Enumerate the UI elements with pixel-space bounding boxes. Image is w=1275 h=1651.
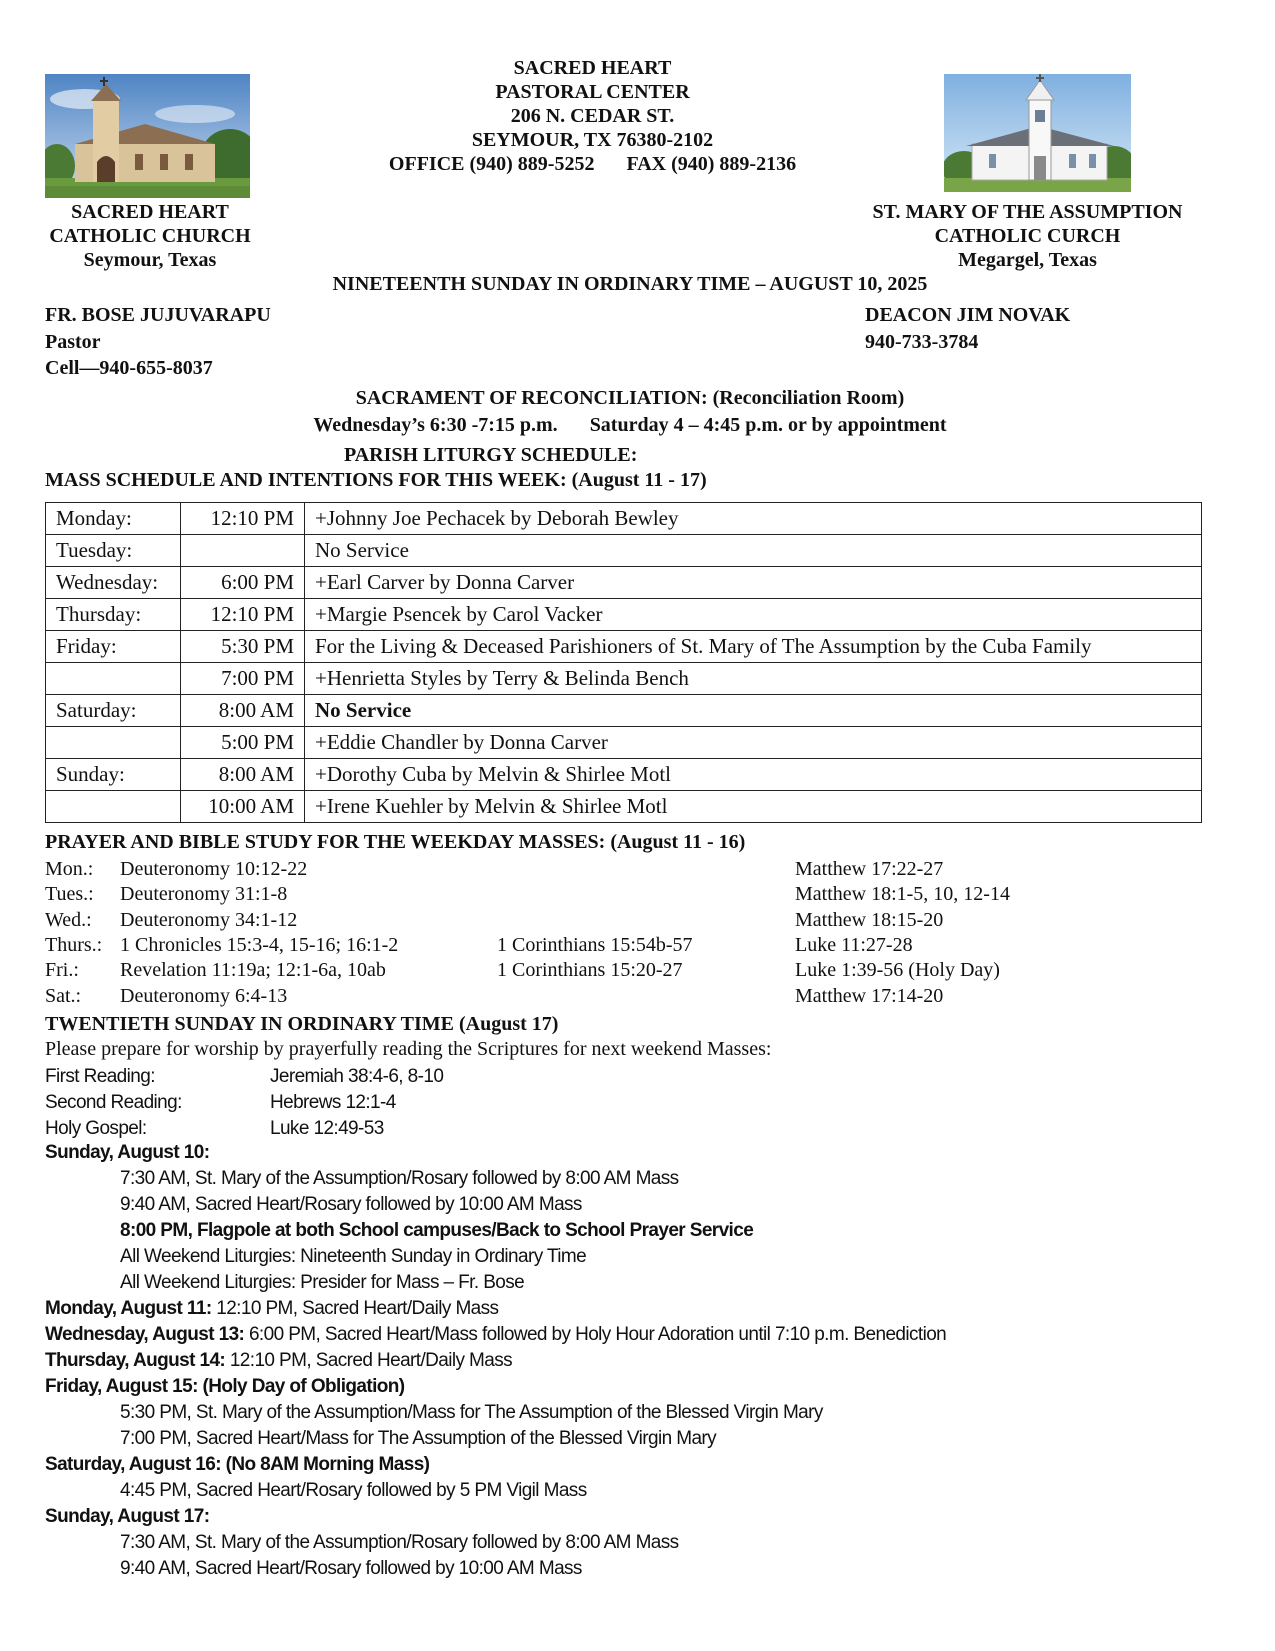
mass-day: Tuesday: xyxy=(46,535,181,567)
event-heading-sunday-aug-17: Sunday, August 17: xyxy=(45,1506,210,1527)
study-second-reading: 1 Corinthians 15:54b-57 xyxy=(497,933,693,956)
event-monday-text: 12:10 PM, Sacred Heart/Daily Mass xyxy=(216,1298,499,1319)
mass-intention: +Eddie Chandler by Donna Carver xyxy=(305,727,1202,759)
mass-day: Sunday: xyxy=(46,759,181,791)
study-gospel: Matthew 17:22-27 xyxy=(795,858,944,880)
mass-time: 5:30 PM xyxy=(181,631,305,663)
study-first-reading: Deuteronomy 34:1-12 xyxy=(120,908,298,931)
study-first-reading: Deuteronomy 6:4-13 xyxy=(120,984,288,1007)
left-church-name-2: CATHOLIC CHURCH xyxy=(49,225,251,247)
next-sunday-intro: Please prepare for worship by prayerfully reading the Scriptures for next weekend Masses: xyxy=(45,1038,772,1060)
mass-day: Friday: xyxy=(46,631,181,663)
header-line-1: SACRED HEART xyxy=(513,57,672,79)
left-church-name-1: SACRED HEART xyxy=(71,201,229,223)
pastor-block xyxy=(45,302,271,382)
mass-day xyxy=(46,791,181,823)
mass-day: Thursday: xyxy=(46,599,181,631)
mass-row xyxy=(46,727,1202,759)
mass-time: 10:00 AM xyxy=(181,791,305,823)
study-first-reading: Deuteronomy 31:1-8 xyxy=(120,883,288,906)
mass-intention: +Johnny Joe Pechacek by Deborah Bewley xyxy=(305,503,1202,535)
study-day: Sat.: xyxy=(45,984,82,1007)
fax-number: FAX (940) 889-2136 xyxy=(626,153,797,175)
reading-reference: Hebrews 12:1-4 xyxy=(270,1092,396,1113)
mass-row xyxy=(46,567,1202,599)
mass-time: 8:00 AM xyxy=(181,759,305,791)
event-heading-wednesday: Wednesday, August 13: xyxy=(45,1324,245,1345)
office-phone: OFFICE (940) 889-5252 xyxy=(388,153,595,175)
event-heading-thursday: Thursday, August 14: xyxy=(45,1350,226,1371)
mass-schedule-title: MASS SCHEDULE AND INTENTIONS FOR THIS WEEK: (August 11 - 17) xyxy=(45,469,707,491)
event-heading-friday: Friday, August 15: (Holy Day of Obligation) xyxy=(45,1376,405,1397)
mass-row xyxy=(46,599,1202,631)
study-day: Mon.: xyxy=(45,858,94,880)
mass-intention: No Service xyxy=(305,695,1202,727)
study-first-reading: 1 Chronicles 15:3-4, 15-16; 16:1-2 xyxy=(120,933,399,956)
event-item: All Weekend Liturgies: Presider for Mass – Fr. Bose xyxy=(120,1272,525,1293)
deacon-block xyxy=(865,302,1070,355)
next-sunday-title: TWENTIETH SUNDAY IN ORDINARY TIME (August 17) xyxy=(45,1013,559,1035)
event-item: 5:30 PM, St. Mary of the Assumption/Mass for The Assumption of the Blessed Virgin Mary xyxy=(120,1402,823,1423)
pastoral-center-header xyxy=(330,56,855,176)
st-mary-church-photo xyxy=(944,74,1131,192)
mass-intention: No Service xyxy=(305,535,1202,567)
mass-time: 5:00 PM xyxy=(181,727,305,759)
event-heading-sunday-aug-10: Sunday, August 10: xyxy=(45,1142,210,1163)
reading-reference: Luke 12:49-53 xyxy=(270,1118,384,1139)
left-church-city: Seymour, Texas xyxy=(83,249,217,271)
reconciliation-saturday: Saturday 4 – 4:45 p.m. or by appointment xyxy=(589,414,947,436)
event-wednesday-text: 6:00 PM, Sacred Heart/Mass followed by Holy Hour Adoration until 7:10 p.m. Benediction xyxy=(248,1324,947,1345)
deacon-phone: 940-733-3784 xyxy=(865,330,979,353)
pastor-role: Pastor xyxy=(45,330,101,353)
mass-row xyxy=(46,759,1202,791)
right-church-name-2: CATHOLIC CURCH xyxy=(934,225,1121,247)
event-heading-monday: Monday, August 11: xyxy=(45,1298,212,1319)
mass-row xyxy=(46,503,1202,535)
event-item: 9:40 AM, Sacred Heart/Rosary followed by 10:00 AM Mass xyxy=(120,1558,582,1579)
study-day: Tues.: xyxy=(45,883,94,906)
event-item: 7:30 AM, St. Mary of the Assumption/Rosary followed by 8:00 AM Mass xyxy=(120,1532,679,1553)
mass-intention: For the Living & Deceased Parishioners of St. Mary of The Assumption by the Cuba Family xyxy=(305,631,1202,663)
pastor-name: FR. BOSE JUJUVARAPU xyxy=(45,304,271,326)
reconciliation-wednesday: Wednesday’s 6:30 -7:15 p.m. xyxy=(313,414,558,436)
event-wednesday xyxy=(45,1322,946,1348)
reading-reference: Jeremiah 38:4-6, 8-10 xyxy=(270,1066,444,1087)
event-thursday xyxy=(45,1348,512,1374)
header-city: SEYMOUR, TX 76380-2102 xyxy=(471,129,714,151)
sacred-heart-church-photo xyxy=(45,74,250,198)
mass-intention: +Dorothy Cuba by Melvin & Shirlee Motl xyxy=(305,759,1202,791)
mass-day: Wednesday: xyxy=(46,567,181,599)
bulletin-title: NINETEENTH SUNDAY IN ORDINARY TIME – AUGUST 10, 2025 xyxy=(332,273,928,295)
study-first-reading: Deuteronomy 10:12-22 xyxy=(120,858,308,880)
mass-row xyxy=(46,535,1202,567)
pastor-cell: Cell—940-655-8037 xyxy=(45,357,213,379)
study-gospel: Matthew 18:1-5, 10, 12-14 xyxy=(795,883,1010,906)
study-first-reading: Revelation 11:19a; 12:1-6a, 10ab xyxy=(120,959,386,982)
mass-intention: +Henrietta Styles by Terry & Belinda Bench xyxy=(305,663,1202,695)
event-item: All Weekend Liturgies: Nineteenth Sunday in Ordinary Time xyxy=(120,1246,587,1267)
deacon-name: DEACON JIM NOVAK xyxy=(865,304,1071,326)
bible-study-title: PRAYER AND BIBLE STUDY FOR THE WEEKDAY MASSES: (August 11 - 16) xyxy=(45,831,746,853)
header-line-2: PASTORAL CENTER xyxy=(495,81,690,103)
mass-time xyxy=(181,535,305,567)
mass-intention: +Margie Psencek by Carol Vacker xyxy=(305,599,1202,631)
mass-time: 8:00 AM xyxy=(181,695,305,727)
mass-row xyxy=(46,663,1202,695)
mass-intention: +Earl Carver by Donna Carver xyxy=(305,567,1202,599)
event-item-highlight: 8:00 PM, Flagpole at both School campuses/Back to School Prayer Service xyxy=(120,1220,754,1241)
study-day: Fri.: xyxy=(45,959,79,982)
study-gospel: Luke 1:39-56 (Holy Day) xyxy=(795,959,1000,982)
reading-label: Second Reading: xyxy=(45,1092,182,1113)
event-item: 7:00 PM, Sacred Heart/Mass for The Assumption of the Blessed Virgin Mary xyxy=(120,1428,717,1449)
mass-time: 7:00 PM xyxy=(181,663,305,695)
study-gospel: Matthew 17:14-20 xyxy=(795,984,944,1007)
event-item: 7:30 AM, St. Mary of the Assumption/Rosary followed by 8:00 AM Mass xyxy=(120,1168,679,1189)
reconciliation-times xyxy=(200,412,1060,439)
study-day: Thurs.: xyxy=(45,933,103,956)
reading-label: Holy Gospel: xyxy=(45,1118,147,1139)
mass-day xyxy=(46,727,181,759)
mass-time: 12:10 PM xyxy=(181,599,305,631)
liturgy-schedule-title: PARISH LITURGY SCHEDULE: xyxy=(344,444,638,466)
study-second-reading: 1 Corinthians 15:20-27 xyxy=(497,959,683,982)
reconciliation-block xyxy=(200,385,1060,439)
mass-row xyxy=(46,791,1202,823)
mass-day: Monday: xyxy=(46,503,181,535)
mass-row xyxy=(46,631,1202,663)
right-church-city: Megargel, Texas xyxy=(958,249,1097,271)
mass-day: Saturday: xyxy=(46,695,181,727)
reconciliation-title: SACRAMENT OF RECONCILIATION: (Reconciliation Room) xyxy=(355,387,905,409)
mass-intention: +Irene Kuehler by Melvin & Shirlee Motl xyxy=(305,791,1202,823)
study-gospel: Matthew 18:15-20 xyxy=(795,908,944,931)
event-monday xyxy=(45,1296,498,1322)
sacred-heart-caption xyxy=(45,200,255,272)
header-phone-line xyxy=(330,152,855,176)
study-day: Wed.: xyxy=(45,908,92,931)
mass-schedule-table xyxy=(45,502,1202,823)
mass-row xyxy=(46,695,1202,727)
header-address: 206 N. CEDAR ST. xyxy=(510,105,675,127)
st-mary-caption xyxy=(860,200,1195,272)
event-thursday-text: 12:10 PM, Sacred Heart/Daily Mass xyxy=(229,1350,513,1371)
reading-label: First Reading: xyxy=(45,1066,155,1087)
mass-time: 6:00 PM xyxy=(181,567,305,599)
event-heading-saturday: Saturday, August 16: (No 8AM Morning Mass) xyxy=(45,1454,430,1475)
mass-time: 12:10 PM xyxy=(181,503,305,535)
mass-day xyxy=(46,663,181,695)
event-item: 4:45 PM, Sacred Heart/Rosary followed by 5 PM Vigil Mass xyxy=(120,1480,587,1501)
study-gospel: Luke 11:27-28 xyxy=(795,933,913,956)
right-church-name-1: ST. MARY OF THE ASSUMPTION xyxy=(872,201,1183,223)
event-item: 9:40 AM, Sacred Heart/Rosary followed by 10:00 AM Mass xyxy=(120,1194,582,1215)
